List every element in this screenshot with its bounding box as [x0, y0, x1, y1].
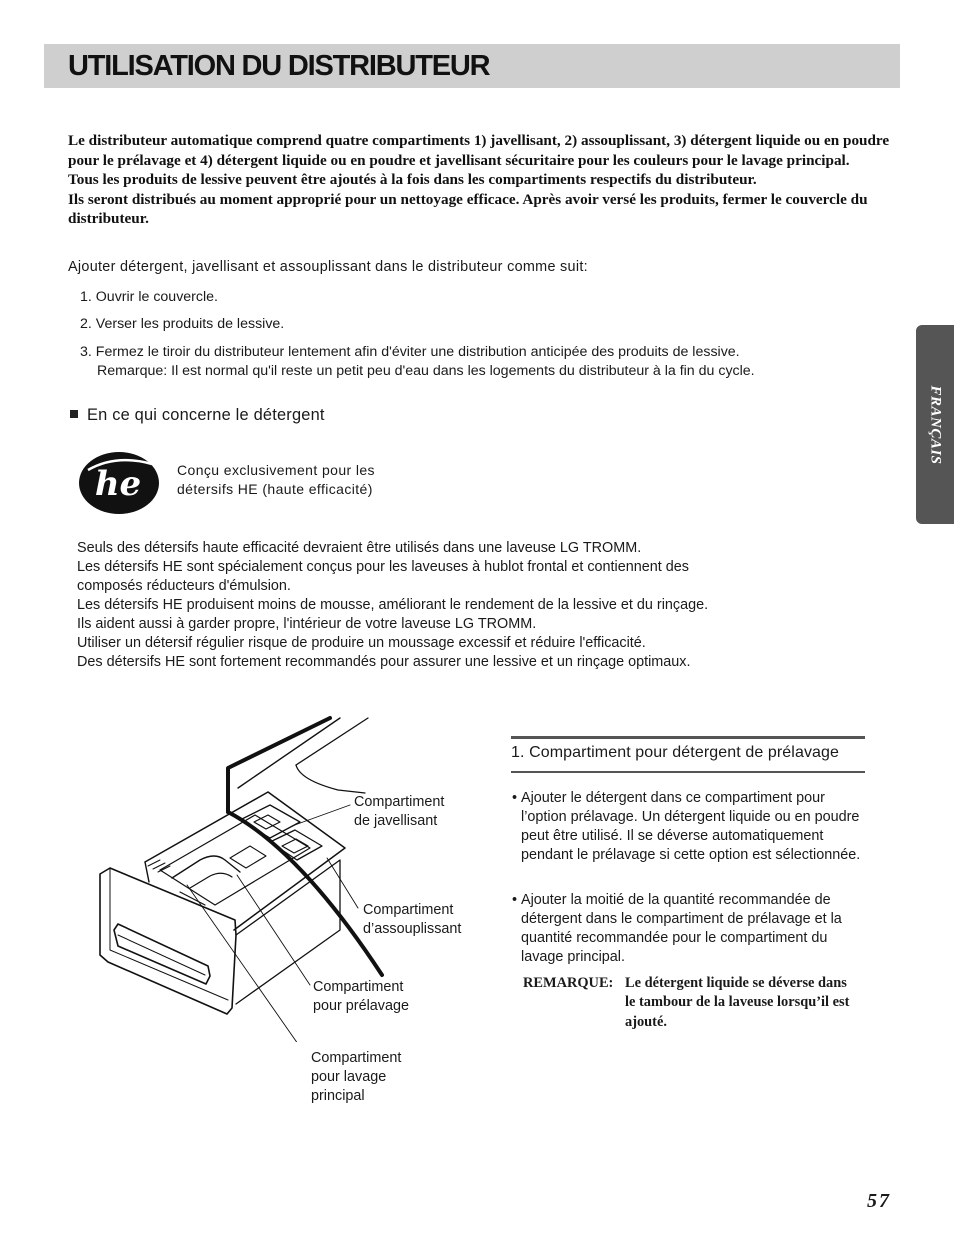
- step-1: 1. Ouvrir le couvercle.: [80, 289, 218, 305]
- bullet-dot-icon: •: [512, 790, 518, 806]
- square-bullet-icon: [70, 410, 78, 418]
- he-caption-line: Conçu exclusivement pour les: [177, 462, 375, 478]
- heading-rule-bottom: [511, 771, 865, 773]
- remarque-text: Le détergent liquide se déverse dans le tambour de la laveuse lorsqu’il est ajouté.: [625, 975, 850, 1030]
- label-lavage-principal: Compartiment pour lavage principal: [311, 1050, 402, 1105]
- remarque-label: REMARQUE:: [523, 975, 614, 991]
- label-javellisant: Compartiment de javellisant: [354, 794, 445, 830]
- detergent-heading-text: En ce qui concerne le détergent: [87, 406, 325, 424]
- page-title: UTILISATION DU DISTRIBUTEUR: [68, 50, 490, 82]
- intro-line: Le distributeur automatique comprend quatre compartiments 1) javellisant, 2) assouplissant, 3) détergent liquide ou en poudre pour le prélavage et 4) détergent liquide ou en poudre et javellisant sécuritaire pour les couleurs pour le lavage principal.: [68, 132, 890, 169]
- intro-text: [68, 131, 898, 229]
- bullet-item: [512, 891, 872, 967]
- language-tab-label: FRANÇAIS: [927, 385, 944, 465]
- paragraph-line: Les détersifs HE sont spécialement conçus pour les laveuses à hublot frontal et contiennent des: [77, 559, 689, 575]
- intro-line: Tous les produits de lessive peuvent être ajoutés à la fois dans les compartiments respectifs du distributeur.: [68, 171, 757, 189]
- heading-rule-top: [511, 736, 865, 739]
- he-caption-line: détersifs HE (haute efficacité): [177, 481, 373, 497]
- bullet-text: Ajouter le détergent dans ce compartiment pour l’option prélavage. Un détergent liquide ou en poudre peut être utilisé. Il se déverse automatiquement pendant le prélavage si cette option est sélectionnée.: [521, 790, 861, 863]
- bullet-item: [512, 789, 872, 865]
- intro-line: Ils seront distribués au moment approprié pour un nettoyage efficace. Après avoir versé les produits, fermer le couvercle du distributeur.: [68, 190, 868, 228]
- paragraph-line: Ils aident aussi à garder propre, l'intérieur de votre laveuse LG TROMM.: [77, 616, 537, 632]
- label-prelavage: Compartiment pour prélavage: [313, 979, 410, 1015]
- instructions-lead: Ajouter détergent, javellisant et assouplissant dans le distributeur comme suit:: [68, 259, 588, 275]
- step-2: 2. Verser les produits de lessive.: [80, 316, 285, 332]
- paragraph-line: composés réducteurs d'émulsion.: [77, 578, 291, 594]
- detergent-paragraph: [77, 539, 837, 672]
- paragraph-line: Seuls des détersifs haute efficacité devraient être utilisés dans une laveuse LG TROMM.: [77, 540, 642, 556]
- language-tab: [916, 325, 954, 524]
- paragraph-line: Utiliser un détersif régulier risque de produire un moussage excessif et réduire l'efficacité.: [77, 635, 646, 651]
- bullet-text: Ajouter la moitié de la quantité recommandée de détergent dans le compartiment de prélavage et la quantité recommandée pour le compartiment du lavage principal.: [521, 892, 842, 965]
- page-number: 57: [867, 1190, 891, 1212]
- step-3: 3. Fermez le tiroir du distributeur lentement afin d'éviter une distribution anticipée des produits de lessive.: [80, 344, 740, 360]
- label-assouplissant: Compartiment d’assouplissant: [363, 902, 462, 938]
- he-logo-text: he: [94, 464, 142, 504]
- bullet-dot-icon: •: [512, 892, 518, 908]
- he-caption: [177, 461, 375, 499]
- compartment-heading: 1. Compartiment pour détergent de prélavage: [511, 744, 840, 761]
- paragraph-line: Des détersifs HE sont fortement recommandés pour assurer une lessive et un rinçage optimaux.: [77, 654, 691, 670]
- detergent-heading: [70, 406, 325, 425]
- paragraph-line: Les détersifs HE produisent moins de mousse, améliorant le rendement de la lessive et du rinçage.: [77, 597, 709, 613]
- he-logo: [76, 450, 162, 516]
- step-3-note: Remarque: Il est normal qu'il reste un petit peu d'eau dans les logements du distributeur à la fin du cycle.: [97, 363, 755, 379]
